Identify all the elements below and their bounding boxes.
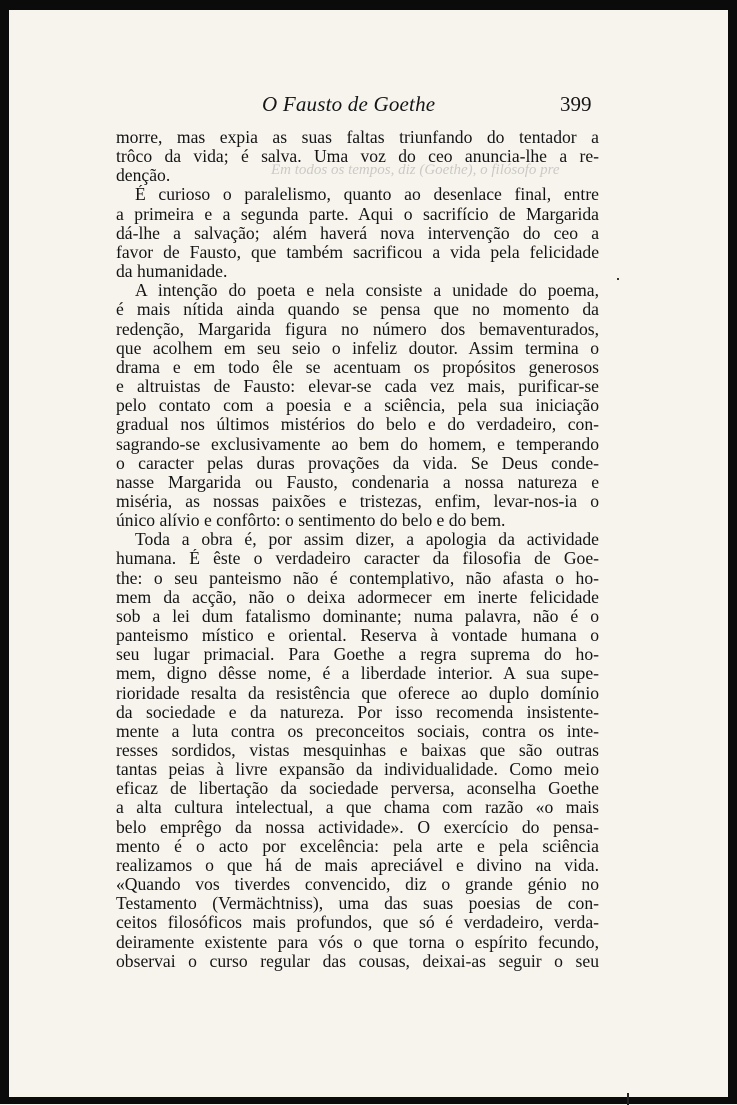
text-line: tantas peias à livre expansão da individualidade. Como meio [116,760,599,779]
text-line: a alta cultura intelectual, a que chama com razão «o mais [116,798,599,817]
text-line: o caracter pelas duras provações da vida. Se Deus conde- [116,454,599,473]
bleed-through-text: Em todos os tempos, diz (Goethe), o filósofo pre [271,162,560,179]
text-line: the: o seu panteismo não é contemplativo, não afasta o ho- [116,569,599,588]
text-line: é mais nítida ainda quando se pensa que no momento da [116,300,599,319]
text-line: gradual nos últimos mistérios do belo e do verdadeiro, con- [116,415,599,434]
text-line: nasse Margarida ou Fausto, condenaria a nossa natureza e [116,473,599,492]
text-line: dá-lhe a salvação; além haverá nova intervenção do ceo a [116,224,599,243]
text-line: realizamos o que há de mais apreciável e divino na vida. [116,856,599,875]
ink-speck [627,1093,629,1105]
book-page [9,10,728,1097]
text-line: denção. [116,166,599,185]
text-line: da sociedade e da natureza. Por isso recomenda insistente- [116,703,599,722]
text-line: deiramente existente para vós o que torna o espírito fecundo, [116,933,599,952]
text-line: que acolhem em seu seio o infeliz doutor. Assim termina o [116,339,599,358]
text-line: mem da acção, não o deixa adormecer em inerte felicidade [116,588,599,607]
text-line: da humanidade. [116,262,599,281]
text-line: mento é o acto por excelência: pela arte e pela sciência [116,837,599,856]
text-line: morre, mas expia as suas faltas triunfando do tentador a [116,128,599,147]
text-line: humana. É êste o verdadeiro caracter da filosofia de Goe- [116,549,599,568]
text-line: Testamento (Vermächtniss), uma das suas poesias de con- [116,894,599,913]
text-line: e altruistas de Fausto: elevar-se cada vez mais, purificar-se [116,377,599,396]
text-line: seu lugar primacial. Para Goethe a regra suprema do ho- [116,645,599,664]
ink-speck [617,278,619,280]
text-line: «Quando vos tiverdes convencido, diz o grande génio no [116,875,599,894]
text-line: belo emprêgo da nossa actividade». O exercício do pensa- [116,818,599,837]
text-line: sagrando-se exclusivamente ao bem do homem, e temperando [116,435,599,454]
text-line: pelo contato com a poesia e a sciência, pela sua iniciação [116,396,599,415]
body-text [116,128,599,971]
text-line: drama e em todo êle se acentuam os propósitos generosos [116,358,599,377]
text-line: observai o curso regular das cousas, deixai-as seguir o seu [116,952,599,971]
text-line: favor de Fausto, que também sacrificou a vida pela felicidade [116,243,599,262]
text-line: eficaz de libertação da sociedade perversa, aconselha Goethe [116,779,599,798]
text-line: único alívio e confôrto: o sentimento do belo e do bem. [116,511,599,530]
text-line: trôco da vida; é salva. Uma voz do ceo anuncia-lhe a re- [116,147,599,166]
text-line: miséria, as nossas paixões e tristezas, enfim, levar-nos-ia o [116,492,599,511]
paragraph-start: Toda a obra é, por assim dizer, a apologia da actividade [116,530,599,549]
page-header [9,92,728,122]
running-title: O Fausto de Goethe [262,92,435,117]
text-line: redenção, Margarida figura no número dos bemaventurados, [116,320,599,339]
text-line: resses sordidos, vistas mesquinhas e baixas que são outras [116,741,599,760]
text-line: sob a lei dum fatalismo dominante; numa palavra, não é o [116,607,599,626]
paragraph-start: A intenção do poeta e nela consiste a unidade do poema, [116,281,599,300]
text-line: panteismo místico e oriental. Reserva à vontade humana o [116,626,599,645]
text-line: rioridade resalta da resistência que oferece ao duplo domínio [116,684,599,703]
text-line: a primeira e a segunda parte. Aqui o sacrifício de Margarida [116,205,599,224]
text-line: mem, digno dêsse nome, é a liberdade interior. A sua supe- [116,664,599,683]
text-line: ceitos filosóficos mais profundos, que só é verdadeiro, verda- [116,913,599,932]
page-number: 399 [560,92,592,117]
paragraph-start: É curioso o paralelismo, quanto ao desenlace final, entre [116,185,599,204]
text-line: mente a luta contra os preconceitos sociais, contra os inte- [116,722,599,741]
